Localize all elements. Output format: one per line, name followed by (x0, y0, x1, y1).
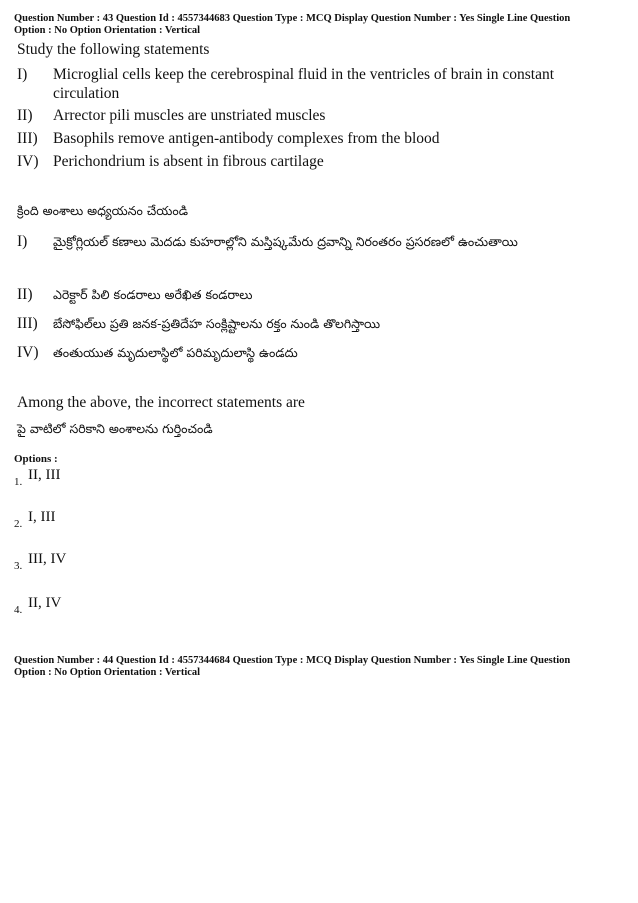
option-number: 4. (14, 604, 23, 616)
statement-number: III) (17, 130, 38, 147)
option-value: I, III (28, 509, 56, 525)
statement-number: IV) (17, 344, 39, 361)
option-number: 3. (14, 560, 23, 572)
question-44-meta-line-2: Option : No Option Orientation : Vertical (14, 667, 201, 678)
option-3[interactable] (14, 551, 214, 575)
statement-text: తంతుయుత మృదులాస్థిలో పరిమృదులాస్థి ఉండదు (53, 345, 298, 360)
instruction-english: Study the following statements (17, 41, 210, 58)
statement-number: II) (17, 107, 33, 124)
statement-number: IV) (17, 153, 39, 170)
statement-text: ఎరెక్టార్ పిలి కండరాలు అరేఖిత కండరాలు (53, 287, 253, 302)
statement-text: మైక్రోగ్లియల్ కణాలు మెదడు కుహరాల్లోని మస్తిష్కమేరు ద్రవాన్ని నిరంతరం ప్రసరణలో ఉంచుతాయి (53, 234, 518, 249)
instruction-telugu: క్రింది అంశాలు అధ్యయనం చేయండి (17, 203, 188, 218)
option-2[interactable] (14, 509, 214, 533)
question-44-meta-line-1: Question Number : 44 Question Id : 4557344684 Question Type : MCQ Display Question Number : Yes Single Line Question (14, 655, 571, 666)
statement-text: Basophils remove antigen-antibody complexes from the blood (53, 130, 440, 147)
option-4[interactable] (14, 595, 214, 619)
question-telugu: పై వాటిలో సరికాని అంశాలను గుర్తించండి (17, 421, 213, 436)
statement-number: I) (17, 233, 28, 250)
statement-number: II) (17, 286, 33, 303)
statement-number: I) (17, 66, 28, 83)
question-43-meta-line-2: Option : No Option Orientation : Vertical (14, 25, 201, 36)
options-label: Options : (14, 453, 58, 465)
question-43-meta-line-1: Question Number : 43 Question Id : 4557344683 Question Type : MCQ Display Question Number : Yes Single Line Question (14, 13, 571, 24)
question-english: Among the above, the incorrect statements are (17, 394, 305, 411)
statement-number: III) (17, 315, 38, 332)
option-number: 2. (14, 518, 23, 530)
option-1[interactable] (14, 467, 214, 491)
statement-text: Arrector pili muscles are unstriated muscles (53, 107, 326, 124)
statement-text: బేసోఫిల్‌లు ప్రతి జనక-ప్రతిదేహ సంక్లిష్టాలను రక్తం నుండి తొలగిస్తాయి (53, 316, 381, 331)
statement-text: Microglial cells keep the cerebrospinal fluid in the ventricles of brain in constant circulation (53, 66, 555, 102)
statement-text: Perichondrium is absent in fibrous cartilage (53, 153, 324, 170)
option-value: III, IV (28, 551, 67, 567)
option-value: II, III (28, 467, 61, 483)
option-number: 1. (14, 476, 23, 488)
option-value: II, IV (28, 595, 62, 611)
